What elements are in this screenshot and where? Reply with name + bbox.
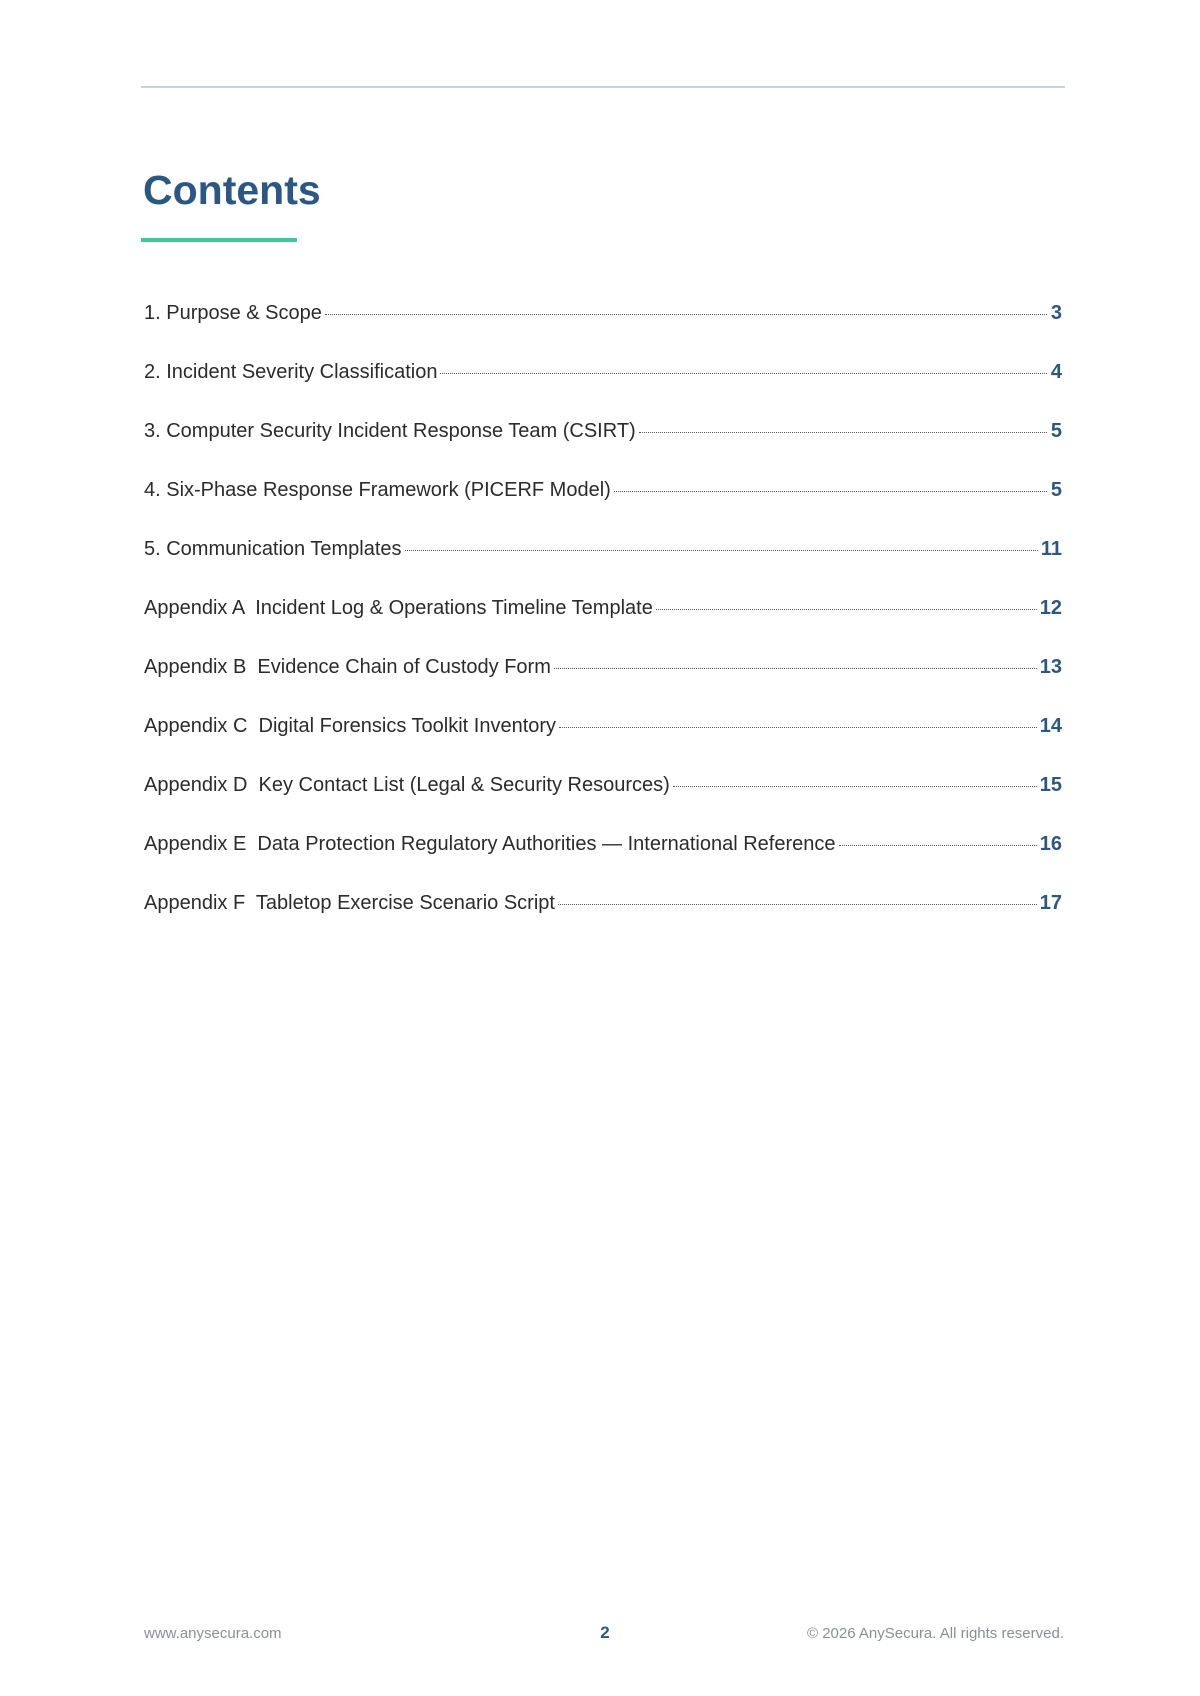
toc-entry-title: 3. Computer Security Incident Response Team (CSIRT)	[144, 420, 636, 442]
dot-leader	[558, 904, 1037, 905]
toc-entry-title: 1. Purpose & Scope	[144, 302, 322, 324]
table-of-contents	[144, 302, 1062, 951]
page-title: Contents	[143, 167, 321, 213]
toc-entry-title: 2. Incident Severity Classification	[144, 361, 438, 383]
footer-website: www.anysecura.com	[144, 1625, 282, 1642]
toc-entry-appendix-f[interactable]	[144, 892, 1062, 951]
dot-leader	[839, 845, 1037, 846]
toc-entry-title: Appendix A Incident Log & Operations Timeline Template	[144, 597, 653, 619]
toc-entry-title: Appendix E Data Protection Regulatory Authorities — International Reference	[144, 833, 836, 855]
toc-entry-title: Appendix D Key Contact List (Legal & Security Resources)	[144, 774, 670, 796]
toc-entry-appendix-d[interactable]	[144, 774, 1062, 833]
toc-entry-appendix-b[interactable]	[144, 656, 1062, 715]
dot-leader	[639, 432, 1047, 433]
toc-entry-page: 4	[1050, 361, 1062, 383]
header-divider	[141, 86, 1065, 88]
toc-entry-title: 5. Communication Templates	[144, 538, 402, 560]
toc-entry-communication-templates[interactable]	[144, 538, 1062, 597]
toc-entry-page: 5	[1050, 479, 1062, 501]
toc-entry-page: 15	[1039, 774, 1062, 796]
toc-entry-response-framework[interactable]	[144, 479, 1062, 538]
toc-entry-page: 5	[1050, 420, 1062, 442]
title-underline	[141, 238, 297, 242]
toc-entry-page: 3	[1050, 302, 1062, 324]
toc-entry-csirt[interactable]	[144, 420, 1062, 479]
toc-entry-appendix-e[interactable]	[144, 833, 1062, 892]
dot-leader	[554, 668, 1037, 669]
toc-entry-title: Appendix C Digital Forensics Toolkit Inventory	[144, 715, 557, 737]
dot-leader	[325, 314, 1047, 315]
dot-leader	[656, 609, 1037, 610]
toc-entry-purpose-scope[interactable]	[144, 302, 1062, 361]
toc-entry-severity-classification[interactable]	[144, 361, 1062, 420]
toc-entry-title: Appendix B Evidence Chain of Custody Form	[144, 656, 551, 678]
toc-entry-appendix-c[interactable]	[144, 715, 1062, 774]
toc-entry-page: 11	[1040, 538, 1062, 560]
dot-leader	[440, 373, 1047, 374]
toc-entry-page: 16	[1039, 833, 1062, 855]
toc-entry-page: 13	[1039, 656, 1062, 678]
toc-entry-title: Appendix F Tabletop Exercise Scenario Script	[144, 892, 555, 914]
toc-entry-title: 4. Six-Phase Response Framework (PICERF Model)	[144, 479, 611, 501]
footer-page-number: 2	[600, 1623, 610, 1642]
toc-entry-page: 17	[1039, 892, 1062, 914]
toc-entry-page: 14	[1039, 715, 1062, 737]
dot-leader	[673, 786, 1037, 787]
footer-copyright: © 2026 AnySecura. All rights reserved.	[806, 1625, 1064, 1642]
dot-leader	[614, 491, 1047, 492]
dot-leader	[559, 727, 1037, 728]
dot-leader	[405, 550, 1038, 551]
toc-entry-appendix-a[interactable]	[144, 597, 1062, 656]
toc-entry-page: 12	[1039, 597, 1062, 619]
